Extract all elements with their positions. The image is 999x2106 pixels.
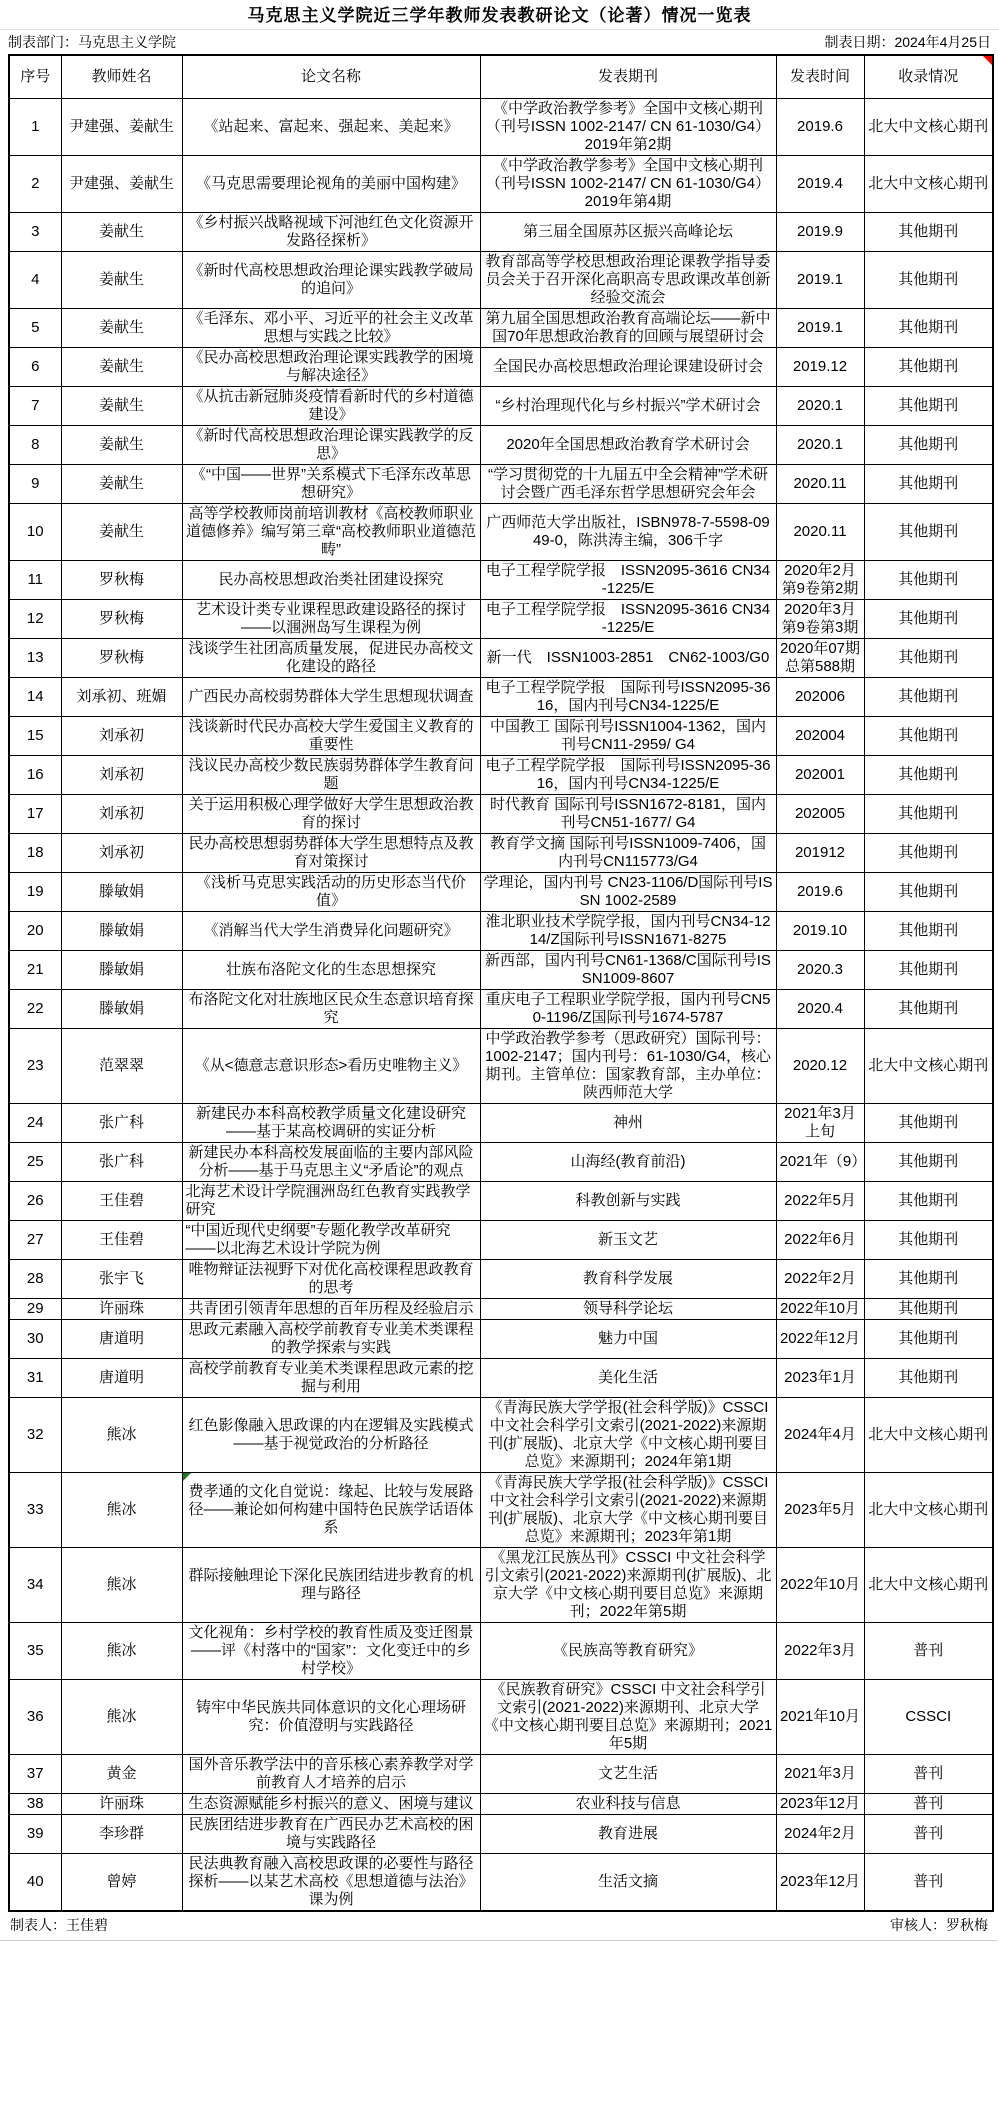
cell-index: 13 (9, 639, 61, 678)
cell-journal: 淮北职业技术学院学报，国内刊号CN34-1214/Z国际刊号ISSN1671-8275 (480, 912, 776, 951)
cell-collection: 其他期刊 (864, 1359, 993, 1398)
cell-collection: 普刊 (864, 1815, 993, 1854)
cell-collection: 其他期刊 (864, 504, 993, 561)
cell-collection: 普刊 (864, 1623, 993, 1680)
cell-journal: “乡村治理现代化与乡村振兴”学术研讨会 (480, 387, 776, 426)
cell-journal: 《民族高等教育研究》 (480, 1623, 776, 1680)
cell-journal: 教育学文摘 国际刊号ISSN1009-7406，国内刊号CN115773/G4 (480, 834, 776, 873)
cell-teacher: 罗秋梅 (61, 561, 182, 600)
table-row (9, 1104, 993, 1143)
cell-index: 3 (9, 213, 61, 252)
cell-teacher: 尹建强、姜献生 (61, 156, 182, 213)
cell-teacher: 姜献生 (61, 348, 182, 387)
cell-journal: 电子工程学院学报 ISSN2095-3616 CN34-1225/E (480, 600, 776, 639)
table-row (9, 873, 993, 912)
comment-marker-green-triangle-icon (183, 1473, 191, 1481)
cell-teacher: 熊冰 (61, 1548, 182, 1623)
cell-index: 28 (9, 1260, 61, 1299)
cell-teacher: 姜献生 (61, 465, 182, 504)
cell-index: 21 (9, 951, 61, 990)
cell-journal: 中学政治教学参考（思政研究）国际刊号：1002-2147；国内刊号：61-1030/G4，核心期刊。主管单位：国家教育部，主办单位：陕西师范大学 (480, 1029, 776, 1104)
cell-date: 2019.10 (776, 912, 864, 951)
cell-collection: 其他期刊 (864, 426, 993, 465)
cell-index: 15 (9, 717, 61, 756)
cell-teacher: 许丽珠 (61, 1299, 182, 1320)
cell-collection: 其他期刊 (864, 639, 993, 678)
cell-collection: 其他期刊 (864, 990, 993, 1029)
reviewer-label: 审核人：罗秋梅 (890, 1917, 988, 1933)
cell-journal: 《民族教育研究》CSSCI 中文社会科学引文索引(2021-2022)来源期刊、北京大学《中文核心期刊要目总览》来源期刊；2021年5期 (480, 1680, 776, 1755)
table-row (9, 213, 993, 252)
cell-collection: 其他期刊 (864, 1320, 993, 1359)
cell-paper-title: 共青团引领青年思想的百年历程及经验启示 (182, 1299, 480, 1320)
cell-journal: 第九届全国思想政治教育高端论坛——新中国70年思想政治教育的回顾与展望研讨会 (480, 309, 776, 348)
cell-teacher: 滕敏娟 (61, 912, 182, 951)
cell-journal: 《黑龙江民族丛刊》CSSCI 中文社会科学引文索引(2021-2022)来源期刊(扩展版)、北京大学《中文核心期刊要目总览》来源期刊；2022年第5期 (480, 1548, 776, 1623)
cell-paper-title: 《毛泽东、邓小平、习近平的社会主义改革思想与实践之比较》 (182, 309, 480, 348)
cell-paper-title: 《“中国——世界”关系模式下毛泽东改革思想研究》 (182, 465, 480, 504)
cell-teacher: 姜献生 (61, 426, 182, 465)
cell-teacher: 唐道明 (61, 1320, 182, 1359)
cell-collection: 普刊 (864, 1755, 993, 1794)
table-row (9, 1755, 993, 1794)
cell-index: 23 (9, 1029, 61, 1104)
cell-paper-title: 《站起来、富起来、强起来、美起来》 (182, 99, 480, 156)
table-row (9, 1182, 993, 1221)
cell-journal: 文艺生活 (480, 1755, 776, 1794)
cell-collection: 其他期刊 (864, 1299, 993, 1320)
cell-date: 2023年12月 (776, 1854, 864, 1912)
table-row (9, 387, 993, 426)
table-row (9, 951, 993, 990)
cell-teacher: 范翠翠 (61, 1029, 182, 1104)
cell-paper-title: 关于运用积极心理学做好大学生思想政治教育的探讨 (182, 795, 480, 834)
cell-paper-title: 新建民办本科高校发展面临的主要内部风险分析——基于马克思主义“矛盾论”的观点 (182, 1143, 480, 1182)
cell-index: 30 (9, 1320, 61, 1359)
cell-date: 2020年2月第9卷第2期 (776, 561, 864, 600)
cell-date: 202005 (776, 795, 864, 834)
report-date-label: 制表日期：2024年4月25日 (824, 34, 991, 50)
table-row (9, 678, 993, 717)
table-row (9, 1548, 993, 1623)
cell-teacher: 张广科 (61, 1104, 182, 1143)
cell-paper-title: 新建民办本科高校教学质量文化建设研究——基于某高校调研的实证分析 (182, 1104, 480, 1143)
cell-teacher: 姜献生 (61, 504, 182, 561)
cell-date: 2019.12 (776, 348, 864, 387)
cell-date: 2022年2月 (776, 1260, 864, 1299)
cell-date: 2021年3月上旬 (776, 1104, 864, 1143)
table-row (9, 99, 993, 156)
cell-collection: 其他期刊 (864, 1260, 993, 1299)
cell-journal: “学习贯彻党的十九届五中全会精神”学术研讨会暨广西毛泽东哲学思想研究会年会 (480, 465, 776, 504)
cell-collection: 其他期刊 (864, 252, 993, 309)
cell-teacher: 刘承初 (61, 834, 182, 873)
cell-journal: 教育部高等学校思想政治理论课教学指导委员会关于召开深化高职高专思政课改革创新经验交流会 (480, 252, 776, 309)
cell-collection: 其他期刊 (864, 951, 993, 990)
cell-collection: 其他期刊 (864, 213, 993, 252)
cell-paper-title: 《从抗击新冠肺炎疫情看新时代的乡村道德建设》 (182, 387, 480, 426)
cell-paper-title: 民法典教育融入高校思政课的必要性与路径探析——以某艺术高校《思想道德与法治》课为例 (182, 1854, 480, 1912)
cell-date: 2020.11 (776, 465, 864, 504)
cell-date: 2020.11 (776, 504, 864, 561)
cell-date: 2020.12 (776, 1029, 864, 1104)
cell-collection: 北大中文核心期刊 (864, 1398, 993, 1473)
cell-journal: 山海经(教育前沿) (480, 1143, 776, 1182)
cell-date: 2019.4 (776, 156, 864, 213)
cell-paper-title: 《民办高校思想政治理论课实践教学的困境与解决途径》 (182, 348, 480, 387)
table-row (9, 561, 993, 600)
cell-index: 26 (9, 1182, 61, 1221)
cell-paper-title: 《马克思需要理论视角的美丽中国构建》 (182, 156, 480, 213)
column-header-paper-title: 论文名称 (182, 55, 480, 99)
cell-index: 11 (9, 561, 61, 600)
cell-collection: 其他期刊 (864, 1143, 993, 1182)
cell-journal: 电子工程学院学报 ISSN2095-3616 CN34-1225/E (480, 561, 776, 600)
cell-date: 2019.1 (776, 309, 864, 348)
cell-paper-title: 《消解当代大学生消费异化问题研究》 (182, 912, 480, 951)
cell-teacher: 姜献生 (61, 387, 182, 426)
cell-teacher: 尹建强、姜献生 (61, 99, 182, 156)
cell-collection: 北大中文核心期刊 (864, 156, 993, 213)
cell-date: 2022年6月 (776, 1221, 864, 1260)
table-header-row (9, 55, 993, 99)
table-row (9, 717, 993, 756)
table-row (9, 1815, 993, 1854)
cell-journal: 重庆电子工程职业学院学报，国内刊号CN50-1196/Z国际刊号1674-5787 (480, 990, 776, 1029)
cell-teacher: 王佳碧 (61, 1182, 182, 1221)
column-header-date: 发表时间 (776, 55, 864, 99)
table-row (9, 795, 993, 834)
cell-collection: 普刊 (864, 1794, 993, 1815)
cell-teacher: 熊冰 (61, 1623, 182, 1680)
cell-date: 2021年（9） (776, 1143, 864, 1182)
cell-date: 2020.1 (776, 387, 864, 426)
cell-index: 10 (9, 504, 61, 561)
cell-date: 2023年5月 (776, 1473, 864, 1548)
cell-collection: CSSCI (864, 1680, 993, 1755)
cell-paper-title: 思政元素融入高校学前教育专业美术类课程的教学探索与实践 (182, 1320, 480, 1359)
cell-journal: 中国教工 国际刊号ISSN1004-1362，国内刊号CN11-2959/ G4 (480, 717, 776, 756)
cell-teacher: 刘承初、班媚 (61, 678, 182, 717)
cell-collection: 其他期刊 (864, 561, 993, 600)
cell-paper-title: 群际接触理论下深化民族团结进步教育的机理与路径 (182, 1548, 480, 1623)
cell-collection: 其他期刊 (864, 309, 993, 348)
cell-paper-title: 《新时代高校思想政治理论课实践教学破局的追问》 (182, 252, 480, 309)
cell-date: 2022年10月 (776, 1548, 864, 1623)
cell-date: 2023年12月 (776, 1794, 864, 1815)
cell-journal: 全国民办高校思想政治理论课建设研讨会 (480, 348, 776, 387)
table-row (9, 600, 993, 639)
cell-journal: 新一代 ISSN1003-2851 CN62-1003/G0 (480, 639, 776, 678)
cell-date: 2020年07期总第588期 (776, 639, 864, 678)
cell-teacher: 王佳碧 (61, 1221, 182, 1260)
cell-date: 2022年10月 (776, 1299, 864, 1320)
cell-paper-title: 北海艺术设计学院涠洲岛红色教育实践教学研究 (182, 1182, 480, 1221)
cell-teacher: 滕敏娟 (61, 951, 182, 990)
cell-date: 2019.6 (776, 99, 864, 156)
cell-teacher: 罗秋梅 (61, 600, 182, 639)
cell-collection: 其他期刊 (864, 873, 993, 912)
cell-teacher: 曾婷 (61, 1854, 182, 1912)
cell-paper-title: 民办高校思想政治类社团建设探究 (182, 561, 480, 600)
cell-teacher: 张宇飞 (61, 1260, 182, 1299)
cell-teacher: 姜献生 (61, 309, 182, 348)
cell-date: 2022年3月 (776, 1623, 864, 1680)
cell-index: 5 (9, 309, 61, 348)
cell-paper-title: 浅谈学生社团高质量发展，促进民办高校文化建设的路径 (182, 639, 480, 678)
cell-date: 2022年5月 (776, 1182, 864, 1221)
table-row (9, 1221, 993, 1260)
cell-journal: 领导科学论坛 (480, 1299, 776, 1320)
cell-collection: 其他期刊 (864, 465, 993, 504)
table-row (9, 1143, 993, 1182)
cell-date: 202004 (776, 717, 864, 756)
cell-index: 32 (9, 1398, 61, 1473)
cell-index: 4 (9, 252, 61, 309)
cell-journal: 《青海民族大学学报(社会科学版)》CSSCI 中文社会科学引文索引(2021-2022)来源期刊(扩展版)、北京大学《中文核心期刊要目总览》来源期刊；2023年第1期 (480, 1473, 776, 1548)
cell-index: 39 (9, 1815, 61, 1854)
cell-journal: 电子工程学院学报 国际刊号ISSN2095-3616，国内刊号CN34-1225/E (480, 678, 776, 717)
cell-teacher: 刘承初 (61, 756, 182, 795)
cell-journal: 《中学政治教学参考》全国中文核心期刊（刊号ISSN 1002-2147/ CN 61-1030/G4）2019年第2期 (480, 99, 776, 156)
cell-paper-title: 壮族布洛陀文化的生态思想探究 (182, 951, 480, 990)
cell-index: 6 (9, 348, 61, 387)
cell-collection: 其他期刊 (864, 756, 993, 795)
cell-date: 2019.9 (776, 213, 864, 252)
cell-journal: 生活文摘 (480, 1854, 776, 1912)
cell-teacher: 姜献生 (61, 213, 182, 252)
cell-collection: 其他期刊 (864, 678, 993, 717)
cell-teacher: 滕敏娟 (61, 873, 182, 912)
table-row (9, 252, 993, 309)
cell-index: 33 (9, 1473, 61, 1548)
table-row (9, 426, 993, 465)
cell-collection: 其他期刊 (864, 600, 993, 639)
cell-journal: 科教创新与实践 (480, 1182, 776, 1221)
cell-date: 2020.3 (776, 951, 864, 990)
table-row (9, 756, 993, 795)
comment-marker-red-triangle-icon (983, 56, 992, 65)
cell-index: 14 (9, 678, 61, 717)
cell-index: 19 (9, 873, 61, 912)
cell-date: 201912 (776, 834, 864, 873)
cell-date: 2019.6 (776, 873, 864, 912)
cell-index: 7 (9, 387, 61, 426)
cell-journal: 《青海民族大学学报(社会科学版)》CSSCI 中文社会科学引文索引(2021-2022)来源期刊(扩展版)、北京大学《中文核心期刊要目总览》来源期刊；2024年第1期 (480, 1398, 776, 1473)
table-row (9, 990, 993, 1029)
department-label: 制表部门：马克思主义学院 (8, 34, 176, 50)
cell-index: 27 (9, 1221, 61, 1260)
column-header-journal: 发表期刊 (480, 55, 776, 99)
cell-collection: 北大中文核心期刊 (864, 1029, 993, 1104)
table-row (9, 834, 993, 873)
cell-paper-title: 红色影像融入思政课的内在逻辑及实践模式——基于视觉政治的分析路径 (182, 1398, 480, 1473)
meta-row (0, 30, 999, 54)
table-row (9, 156, 993, 213)
cell-teacher: 唐道明 (61, 1359, 182, 1398)
cell-date: 2023年1月 (776, 1359, 864, 1398)
page-title: 马克思主义学院近三学年教师发表教研论文（论著）情况一览表 (0, 0, 999, 30)
table-row (9, 1623, 993, 1680)
cell-date: 2020.4 (776, 990, 864, 1029)
cell-index: 2 (9, 156, 61, 213)
cell-journal: 新西部，国内刊号CN61-1368/C国际刊号ISSN1009-8607 (480, 951, 776, 990)
cell-collection: 北大中文核心期刊 (864, 1548, 993, 1623)
cell-paper-title: 唯物辩证法视野下对优化高校课程思政教育的思考 (182, 1260, 480, 1299)
cell-index: 31 (9, 1359, 61, 1398)
cell-teacher: 黄金 (61, 1755, 182, 1794)
cell-collection: 其他期刊 (864, 1104, 993, 1143)
cell-journal: 第三届全国原苏区振兴高峰论坛 (480, 213, 776, 252)
cell-teacher: 滕敏娟 (61, 990, 182, 1029)
cell-date: 202001 (776, 756, 864, 795)
cell-index: 40 (9, 1854, 61, 1912)
cell-collection: 其他期刊 (864, 717, 993, 756)
cell-collection: 其他期刊 (864, 387, 993, 426)
cell-journal: 《中学政治教学参考》全国中文核心期刊（刊号ISSN 1002-2147/ CN 61-1030/G4）2019年第4期 (480, 156, 776, 213)
cell-collection: 其他期刊 (864, 1182, 993, 1221)
cell-date: 2020.1 (776, 426, 864, 465)
column-header-teacher: 教师姓名 (61, 55, 182, 99)
papers-table (8, 54, 994, 1912)
table-row (9, 1473, 993, 1548)
cell-journal: 2020年全国思想政治教育学术研讨会 (480, 426, 776, 465)
cell-index: 8 (9, 426, 61, 465)
cell-teacher: 李珍群 (61, 1815, 182, 1854)
cell-collection: 其他期刊 (864, 795, 993, 834)
table-row (9, 1794, 993, 1815)
cell-collection: 普刊 (864, 1854, 993, 1912)
cell-teacher: 熊冰 (61, 1398, 182, 1473)
table-row (9, 504, 993, 561)
cell-collection: 其他期刊 (864, 1221, 993, 1260)
table-row (9, 1680, 993, 1755)
cell-index: 22 (9, 990, 61, 1029)
cell-teacher: 刘承初 (61, 717, 182, 756)
table-row (9, 309, 993, 348)
table-row (9, 465, 993, 504)
cell-index: 38 (9, 1794, 61, 1815)
cell-journal: 学理论，国内刊号 CN23-1106/D国际刊号ISSN 1002-2589 (480, 873, 776, 912)
column-header-collection (864, 55, 993, 99)
cell-date: 2022年12月 (776, 1320, 864, 1359)
table-row (9, 1359, 993, 1398)
cell-index: 25 (9, 1143, 61, 1182)
cell-teacher: 熊冰 (61, 1680, 182, 1755)
cell-date: 2024年4月 (776, 1398, 864, 1473)
cell-journal: 美化生活 (480, 1359, 776, 1398)
table-row (9, 1398, 993, 1473)
cell-teacher: 张广科 (61, 1143, 182, 1182)
cell-journal: 新玉文艺 (480, 1221, 776, 1260)
cell-paper-title: 《新时代高校思想政治理论课实践教学的反思》 (182, 426, 480, 465)
cell-teacher: 刘承初 (61, 795, 182, 834)
cell-collection: 其他期刊 (864, 348, 993, 387)
cell-paper-title: “中国近现代史纲要”专题化教学改革研究——以北海艺术设计学院为例 (182, 1221, 480, 1260)
cell-date: 2024年2月 (776, 1815, 864, 1854)
cell-paper-title: 费孝通的文化自觉说：缘起、比较与发展路径——兼论如何构建中国特色民族学话语体系 (182, 1473, 480, 1548)
column-header-index: 序号 (9, 55, 61, 99)
cell-paper-title: 民族团结进步教育在广西民办艺术高校的困境与实践路径 (182, 1815, 480, 1854)
cell-index: 37 (9, 1755, 61, 1794)
cell-paper-title: 浅谈新时代民办高校大学生爱国主义教育的重要性 (182, 717, 480, 756)
cell-index: 9 (9, 465, 61, 504)
cell-paper-title: 文化视角：乡村学校的教育性质及变迁图景——评《村落中的“国家”：文化变迁中的乡村学校》 (182, 1623, 480, 1680)
table-row (9, 1260, 993, 1299)
cell-journal: 神州 (480, 1104, 776, 1143)
cell-paper-title: 铸牢中华民族共同体意识的文化心理场研究：价值澄明与实践路径 (182, 1680, 480, 1755)
cell-paper-title: 国外音乐教学法中的音乐核心素养教学对学前教育人才培养的启示 (182, 1755, 480, 1794)
table-body (9, 99, 993, 1912)
cell-collection: 其他期刊 (864, 834, 993, 873)
table-row (9, 1029, 993, 1104)
table-row (9, 639, 993, 678)
preparer-label: 制表人：王佳碧 (10, 1917, 108, 1933)
column-header-collection-label: 收录情况 (898, 68, 959, 85)
cell-journal: 时代教育 国际刊号ISSN1672-8181，国内刊号CN51-1677/ G4 (480, 795, 776, 834)
cell-teacher: 许丽珠 (61, 1794, 182, 1815)
cell-paper-title: 高校学前教育专业美术类课程思政元素的挖掘与利用 (182, 1359, 480, 1398)
cell-journal: 魅力中国 (480, 1320, 776, 1359)
cell-paper-title: 《浅析马克思实践活动的历史形态当代价值》 (182, 873, 480, 912)
cell-teacher: 罗秋梅 (61, 639, 182, 678)
cell-paper-title: 艺术设计类专业课程思政建设路径的探讨——以涠洲岛写生课程为例 (182, 600, 480, 639)
cell-journal: 广西师范大学出版社，ISBN978-7-5598-0949-0，陈洪涛主编，306千字 (480, 504, 776, 561)
cell-collection: 北大中文核心期刊 (864, 1473, 993, 1548)
cell-teacher: 熊冰 (61, 1473, 182, 1548)
cell-paper-title: 高等学校教师岗前培训教材《高校教师职业道德修养》编写第三章“高校教师职业道德范畴” (182, 504, 480, 561)
cell-journal: 教育科学发展 (480, 1260, 776, 1299)
cell-date: 2021年10月 (776, 1680, 864, 1755)
cell-index: 24 (9, 1104, 61, 1143)
cell-index: 34 (9, 1548, 61, 1623)
cell-paper-title: 生态资源赋能乡村振兴的意义、困境与建议 (182, 1794, 480, 1815)
cell-journal: 农业科技与信息 (480, 1794, 776, 1815)
cell-date: 2020年3月第9卷第3期 (776, 600, 864, 639)
cell-index: 12 (9, 600, 61, 639)
cell-paper-title: 民办高校思想弱势群体大学生思想特点及教育对策探讨 (182, 834, 480, 873)
cell-date: 202006 (776, 678, 864, 717)
table-row (9, 348, 993, 387)
cell-date: 2019.1 (776, 252, 864, 309)
cell-index: 35 (9, 1623, 61, 1680)
cell-index: 20 (9, 912, 61, 951)
cell-index: 17 (9, 795, 61, 834)
cell-paper-title: 《从<德意志意识形态>看历史唯物主义》 (182, 1029, 480, 1104)
cell-paper-title: 浅议民办高校少数民族弱势群体学生教育问题 (182, 756, 480, 795)
table-row (9, 1854, 993, 1912)
table-row (9, 1320, 993, 1359)
cell-index: 29 (9, 1299, 61, 1320)
cell-journal: 电子工程学院学报 国际刊号ISSN2095-3616，国内刊号CN34-1225/E (480, 756, 776, 795)
cell-teacher: 姜献生 (61, 252, 182, 309)
cell-index: 16 (9, 756, 61, 795)
table-row (9, 1299, 993, 1320)
cell-collection: 其他期刊 (864, 912, 993, 951)
cell-paper-title: 《乡村振兴战略视域下河池红色文化资源开发路径探析》 (182, 213, 480, 252)
footer-row (0, 1912, 998, 1941)
cell-paper-title: 布洛陀文化对壮族地区民众生态意识培育探究 (182, 990, 480, 1029)
cell-index: 1 (9, 99, 61, 156)
cell-paper-title: 广西民办高校弱势群体大学生思想现状调查 (182, 678, 480, 717)
cell-date: 2021年3月 (776, 1755, 864, 1794)
table-row (9, 912, 993, 951)
cell-journal: 教育进展 (480, 1815, 776, 1854)
cell-index: 36 (9, 1680, 61, 1755)
cell-collection: 北大中文核心期刊 (864, 99, 993, 156)
cell-index: 18 (9, 834, 61, 873)
